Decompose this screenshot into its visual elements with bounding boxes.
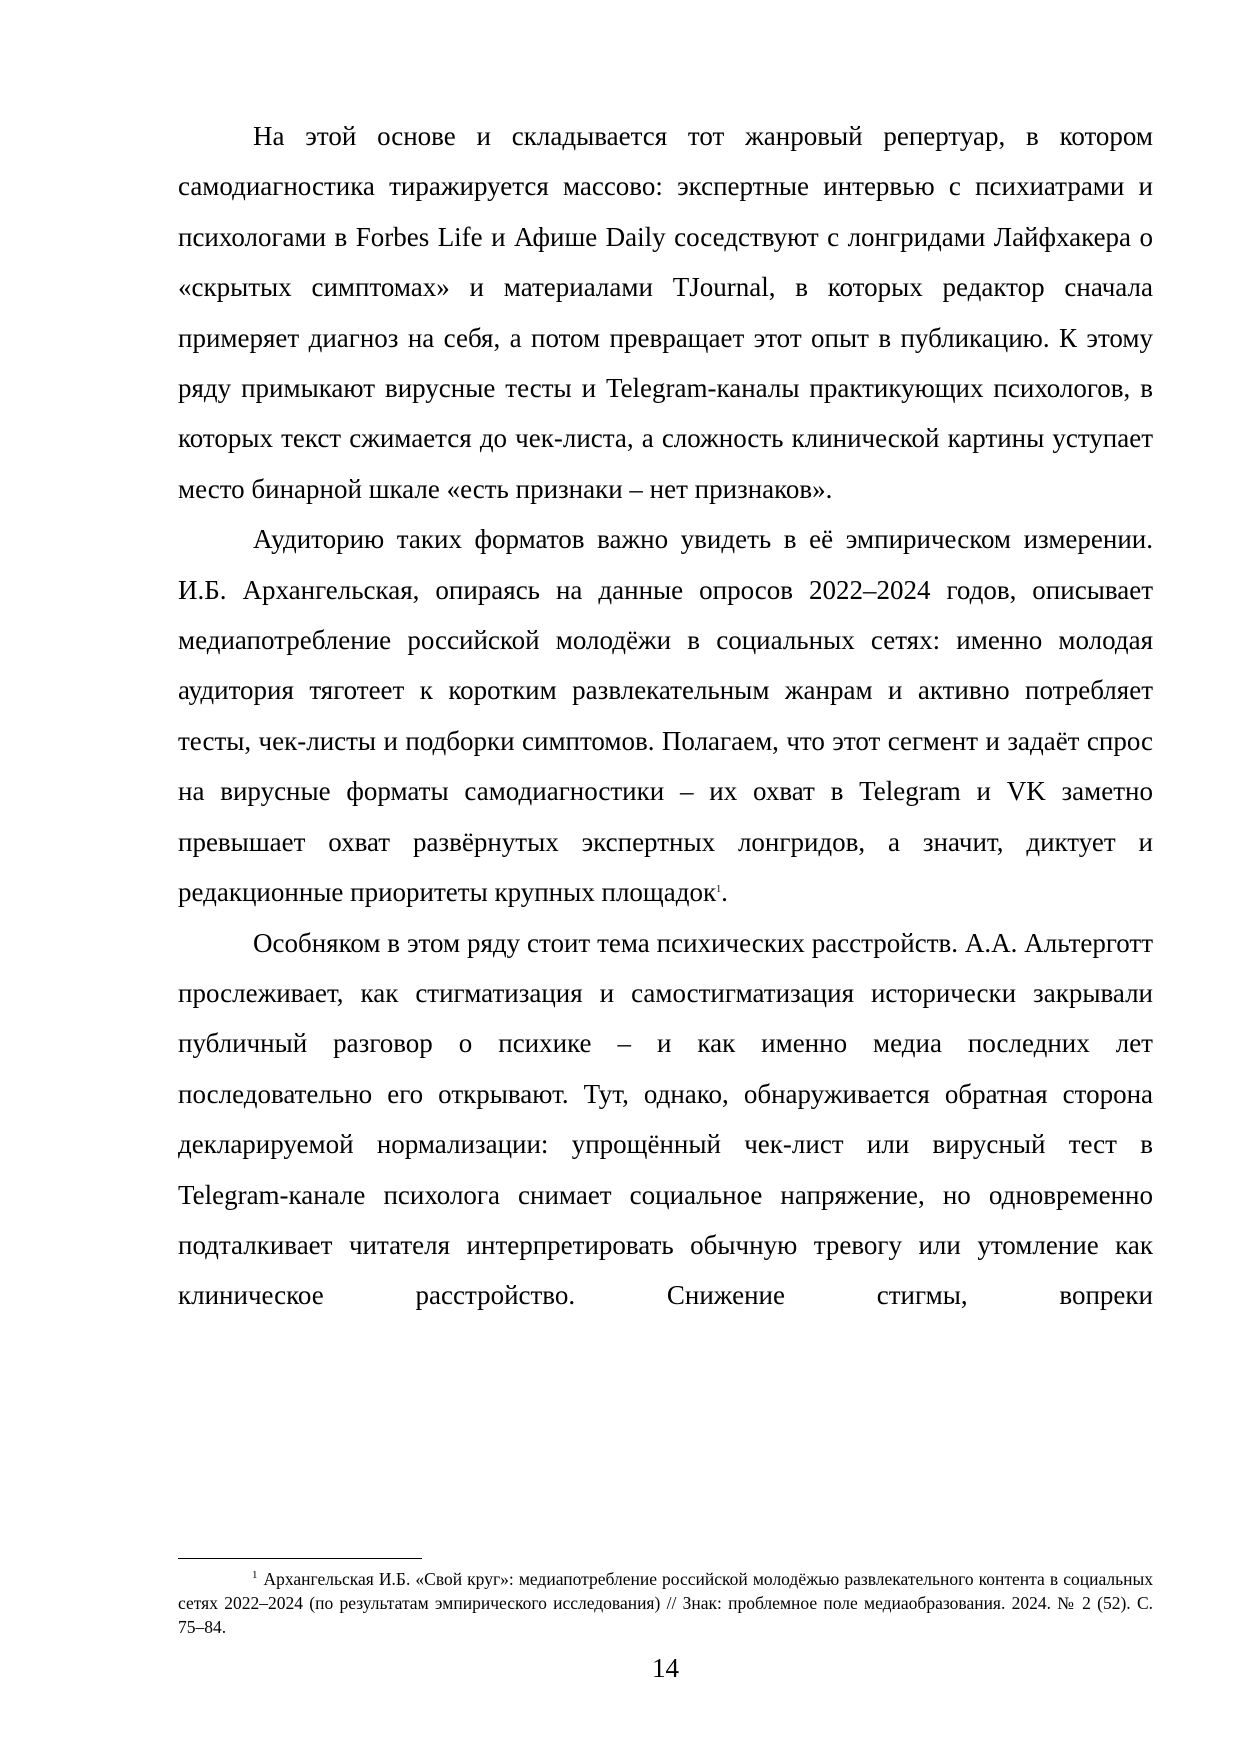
paragraph-3: Особняком в этом ряду стоит тема психических расстройств. А.А. Альтерготт прослеживает, как стигматизация и самостигматизация исторически закрывали публичный разговор о психике – и как именно медиа последних лет последовательно его открывают. Тут, однако, обнаруживается обратная сторона декларируемой нормализации: упрощённый чек-лист или вирусный тест в Telegram-канале психолога снимает социальное напряжение, но одновременно подталкивает читателя интерпретировать обычную тревогу или утомление как клиническое расстройство. Снижение стигмы, вопреки <box>178 927 1153 1311</box>
paragraph-1: На этой основе и складывается тот жанровый репертуар, в котором самодиагностика тиражируется массово: экспертные интервью с психиатрами и психологами в Forbes Life и Афише Daily соседствуют с лонгридами Лайфхакера о «скрытых симптомах» и материалами TJournal, в которых редактор сначала примеряет диагноз на себя, а потом превращает этот опыт в публикацию. К этому ряду примыкают вирусные тесты и Telegram-каналы практикующих психологов, в которых текст сжимается до чек-листа, а сложность клинической картины уступает место бинарной шкале «есть признаки – нет признаков». <box>178 121 1153 504</box>
footnote <box>178 1567 1153 1639</box>
footnote-separator <box>178 1558 422 1559</box>
footnote-text: Архангельская И.Б. «Свой круг»: медиапотребление российской молодёжью развлекательного контента в социальных сетях 2022–2024 (по результатам эмпирического исследования) // Знак: проблемное поле медиаобразования. 2024. № 2 (52). С. 75–84. <box>178 1569 1153 1637</box>
paragraph-2-end: . <box>721 877 728 908</box>
footnote-reference[interactable]: 1 <box>716 884 722 896</box>
paragraph-2-text: Аудиторию таких форматов важно увидеть в её эмпирическом измерении. И.Б. Архангельская, опираясь на данные опросов 2022–2024 годов, описывает медиапотребление российской молодёжи в социальных сетях: именно молодая аудитория тяготеет к коротким развлекательным жанрам и активно потребляет тесты, чек-листы и подборки симптомов. Полагаем, что этот сегмент и задаёт спрос на вирусные форматы самодиагностики – их охват в Telegram и VK заметно превышает охват развёрнутых экспертных лонгридов, а значит, диктует и редакционные приоритеты крупных площадок <box>178 524 1153 908</box>
footnote-marker: 1 <box>252 1569 258 1581</box>
body-text <box>178 111 1153 1321</box>
page-number: 14 <box>652 1653 679 1683</box>
paragraph-2 <box>178 514 1153 917</box>
